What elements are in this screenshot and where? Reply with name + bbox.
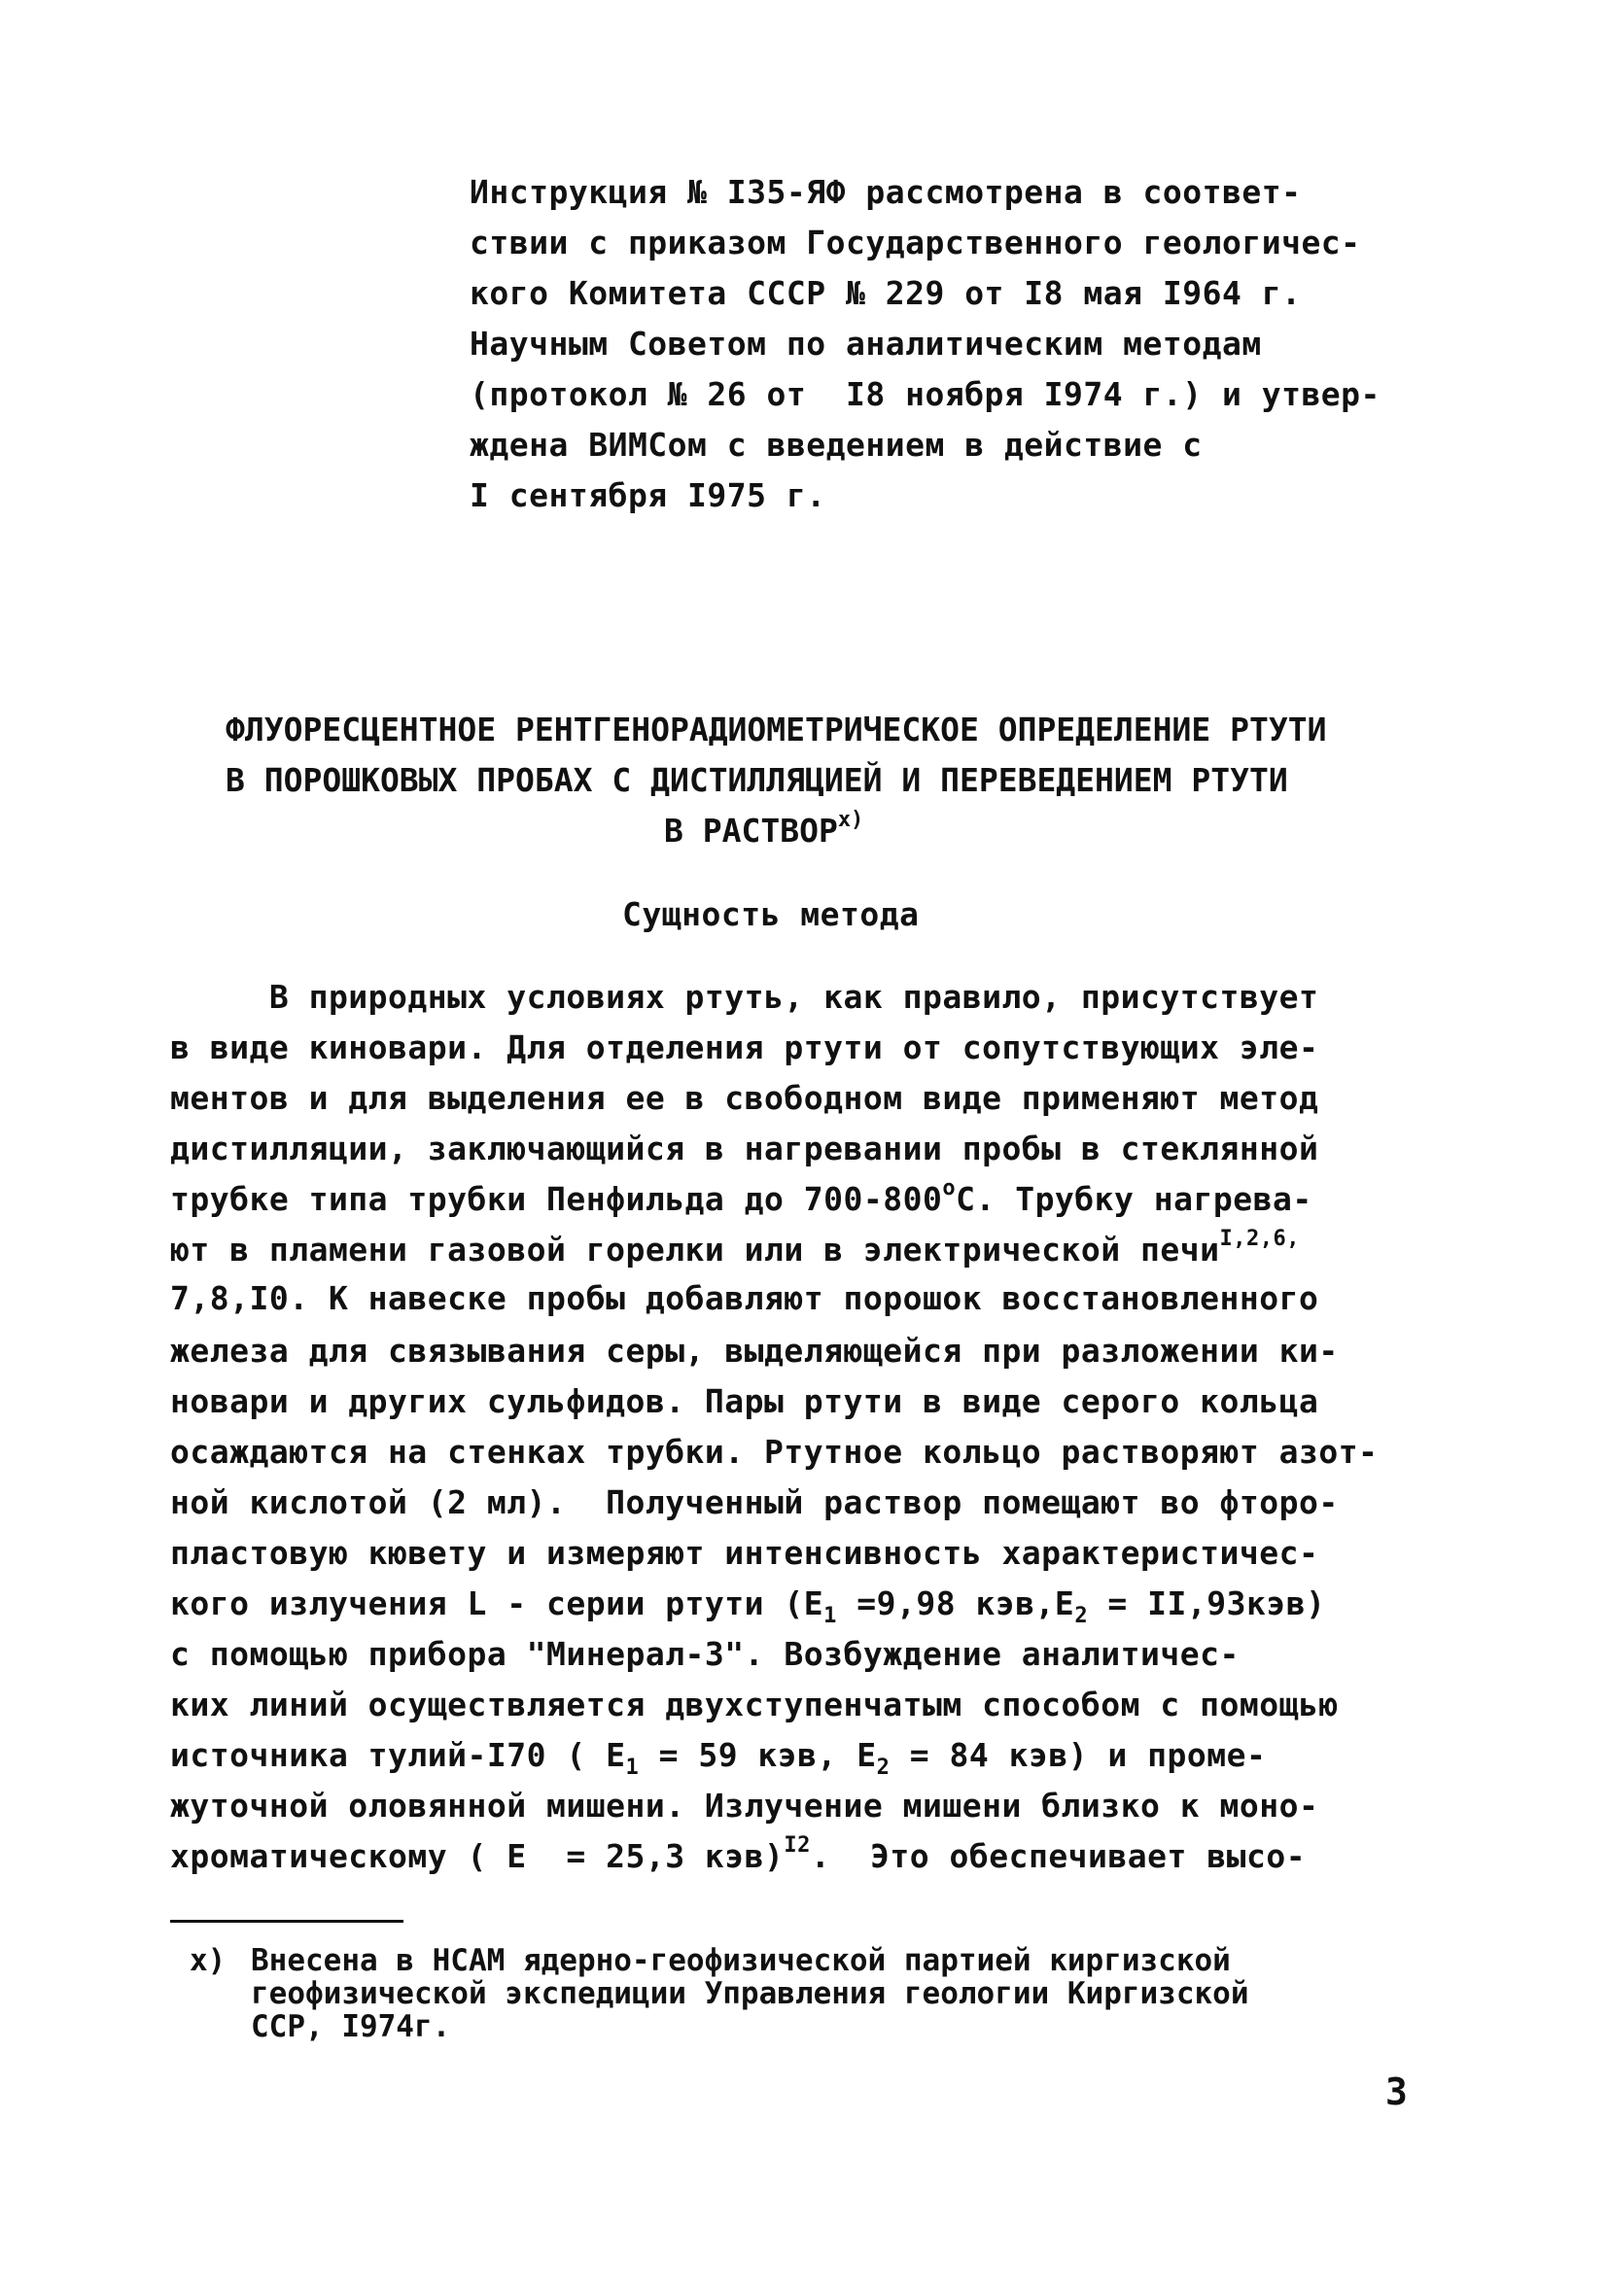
title-line-3-text: В РАСТВОР — [664, 812, 838, 850]
body-text: кого излучения L - серии ртути (E — [170, 1584, 824, 1622]
body-text: = 84 кэв) и проме- — [890, 1736, 1267, 1774]
body-line — [170, 1273, 1318, 1324]
body-text: =9,98 кэв,E — [836, 1584, 1075, 1622]
footnote-separator — [170, 1920, 403, 1923]
body-line: пластовую кювету и измеряют интенсивность характеристичес- — [170, 1534, 1319, 1572]
approval-note-line: Научным Советом по аналитическим методам — [470, 325, 1262, 363]
body-line — [170, 1225, 1300, 1275]
body-line: ной кислотой (2 мл). Полученный раствор помещают во фторо- — [170, 1483, 1339, 1521]
approval-note-line: Инструкция № I35-ЯФ рассмотрена в соответ- — [470, 173, 1302, 211]
subscript: 1 — [823, 1604, 837, 1628]
body-line — [170, 1174, 1312, 1225]
body-text: хроматическому ( E = 25,3 кэв) — [170, 1837, 785, 1875]
body-text: С. Трубку нагрева- — [956, 1180, 1312, 1218]
body-line: железа для связывания серы, выделяющейся при разложении ки- — [170, 1332, 1339, 1370]
section-heading: Сущность метода — [622, 895, 920, 933]
title-line-3 — [664, 806, 863, 856]
body-text: источника тулий-I70 ( E — [170, 1736, 626, 1774]
body-line: жуточной оловянной мишени. Излучение мишени близко к моно- — [170, 1787, 1319, 1825]
degree-mark: о — [942, 1176, 957, 1200]
body-line: ких линий осуществляется двухступенчатым способом с помощью — [170, 1686, 1339, 1723]
body-line: с помощью прибора "Минерал-3". Возбуждение аналитичес- — [170, 1635, 1240, 1673]
footnote-line: геофизической экспедиции Управления геологии Киргизской — [251, 1976, 1249, 2011]
body-line: новари и других сульфидов. Пары ртути в виде серого кольца — [170, 1382, 1319, 1420]
footnote-reference: х) — [837, 808, 864, 832]
title-line-1: ФЛУОРЕСЦЕНТНОЕ РЕНТГЕНОРАДИОМЕТРИЧЕСКОЕ ОПРЕДЕЛЕНИЕ РТУТИ — [226, 711, 1327, 748]
body-text: трубке типа трубки Пенфильда до 700-800 — [170, 1180, 943, 1218]
title-line-2: В ПОРОШКОВЫХ ПРОБАХ С ДИСТИЛЛЯЦИЕЙ И ПЕРЕВЕДЕНИЕМ РТУТИ — [226, 761, 1288, 799]
footnote-line: Внесена в НСАМ ядерно-геофизической партией киргизской — [251, 1943, 1231, 1978]
approval-note-line: ждена ВИМСом с введением в действие с — [470, 426, 1203, 464]
subscript: 2 — [876, 1756, 891, 1780]
body-line: осаждаются на стенках трубки. Ртутное кольцо растворяют азот- — [170, 1433, 1379, 1471]
body-text: ют в пламени газовой горелки или в электрической печи — [170, 1231, 1220, 1269]
approval-note-line: I сентября I975 г. — [470, 476, 826, 514]
approval-note-line: кого Комитета СССР № 229 от I8 мая I964 г. — [470, 274, 1302, 312]
footnote-line: ССР, I974г. — [251, 2009, 451, 2044]
subscript: 1 — [625, 1756, 640, 1780]
body-line — [170, 1730, 1266, 1781]
body-text: . Это обеспечивает высо- — [810, 1837, 1307, 1875]
footnote-mark: х) — [190, 1943, 227, 1978]
body-line — [170, 1831, 1306, 1882]
page-number: 3 — [1385, 2070, 1408, 2113]
body-line: в виде киновари. Для отделения ртути от сопутствующих эле- — [170, 1028, 1319, 1066]
body-text: К навеске пробы добавляют порошок восстановленного — [308, 1279, 1319, 1317]
citation-refs: 7,8,I0. — [170, 1279, 309, 1317]
citation-refs: I2 — [784, 1833, 811, 1858]
approval-note-line: ствии с приказом Государственного геологичес- — [470, 224, 1361, 261]
subscript: 2 — [1074, 1604, 1089, 1628]
citation-refs: I,2,6, — [1219, 1227, 1300, 1251]
body-line: ментов и для выделения ее в свободном виде применяют метод — [170, 1079, 1319, 1117]
body-text: = II,93кэв) — [1088, 1584, 1326, 1622]
body-line: дистилляции, заключающийся в нагревании пробы в стеклянной — [170, 1130, 1319, 1167]
body-line: В природных условиях ртуть, как правило, присутствует — [170, 978, 1319, 1016]
body-line — [170, 1579, 1325, 1629]
approval-note-line: (протокол № 26 от I8 ноября I974 г.) и утвер- — [470, 375, 1381, 413]
body-text: = 59 кэв, E — [639, 1736, 877, 1774]
